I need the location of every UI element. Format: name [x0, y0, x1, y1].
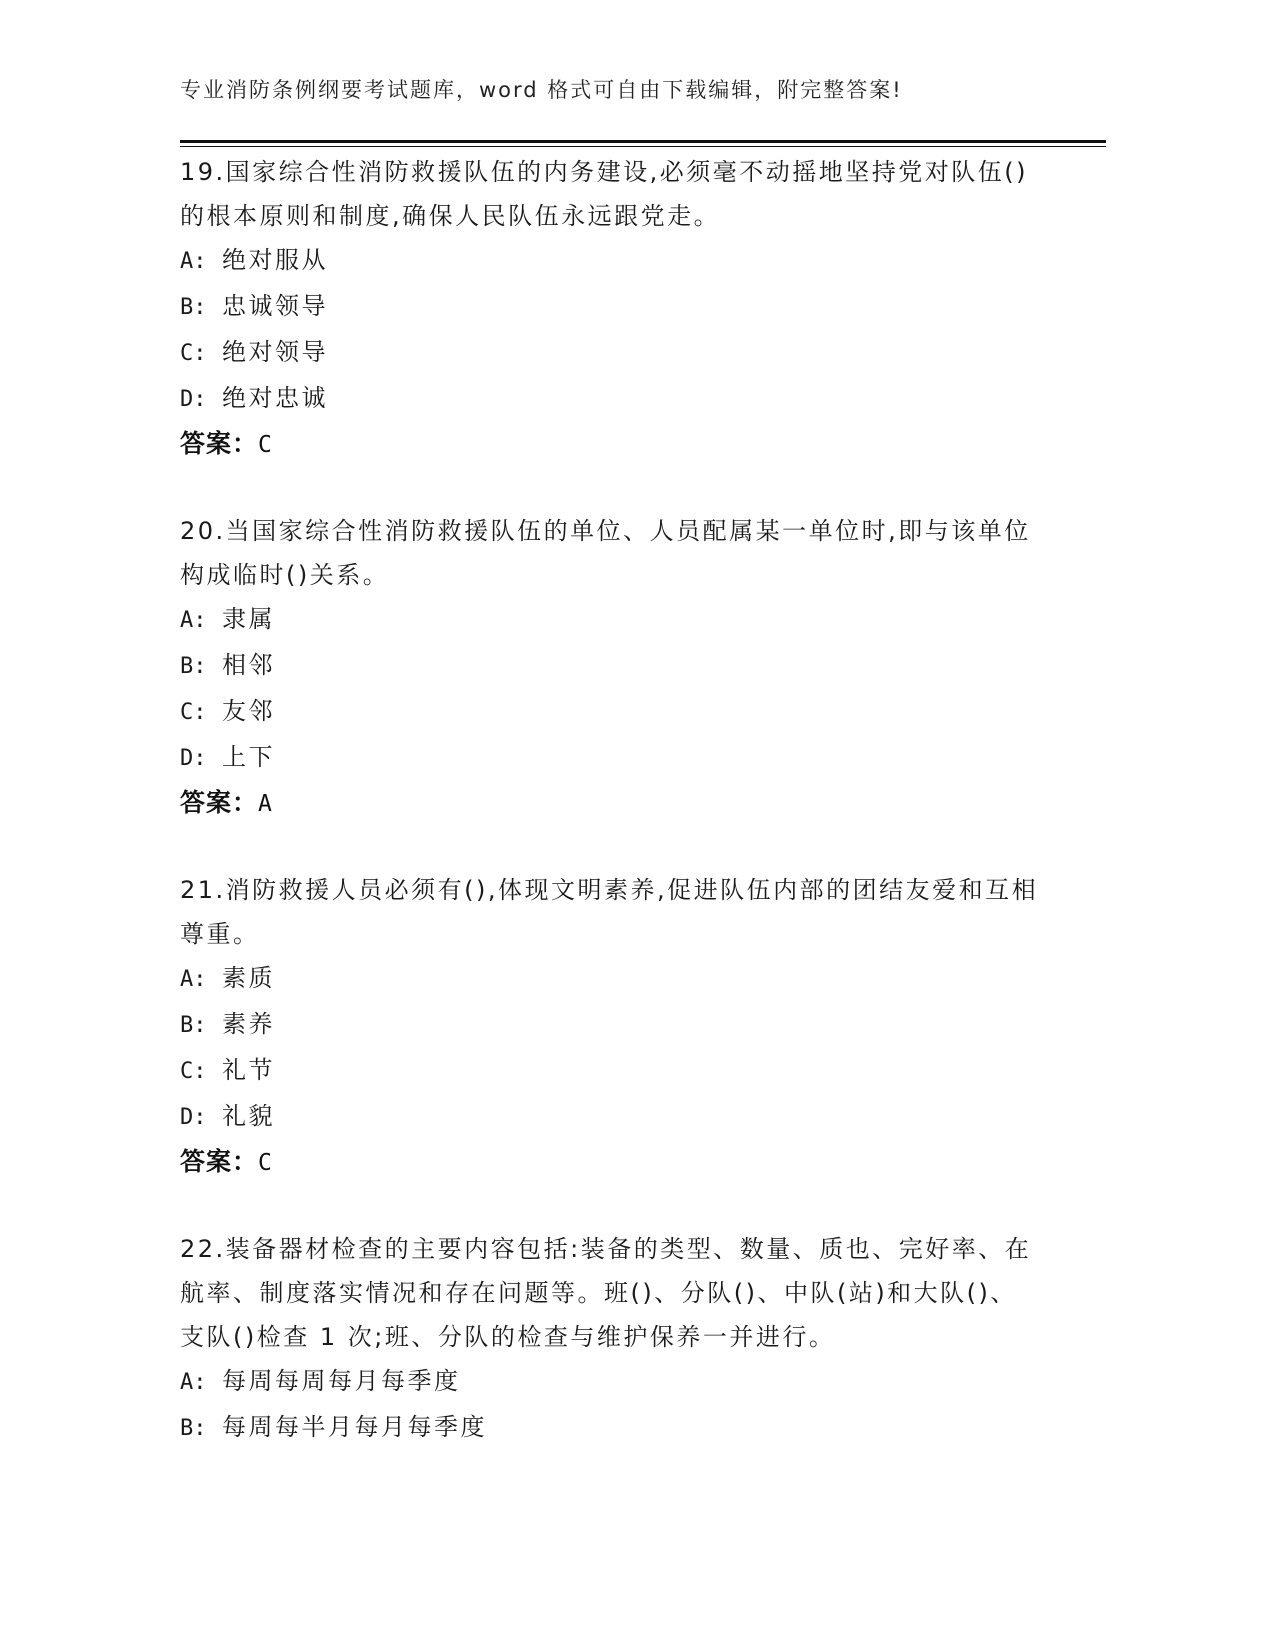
option-a — [180, 597, 1040, 643]
option-letter: B: — [180, 1416, 207, 1441]
answer-value: C — [258, 1150, 273, 1176]
option-letter: D: — [180, 387, 207, 412]
option-c — [180, 1048, 1040, 1094]
option-d — [180, 735, 1040, 781]
option-text: 绝对服从 — [222, 246, 328, 274]
option-text: 绝对领导 — [222, 338, 328, 366]
answer-line — [180, 422, 1040, 467]
option-b — [180, 1002, 1040, 1048]
header-rule-thin — [180, 146, 1106, 147]
option-letter: A: — [180, 249, 207, 274]
answer-line — [180, 781, 1040, 826]
option-b — [180, 284, 1040, 330]
option-letter: D: — [180, 1105, 207, 1130]
option-letter: A: — [180, 1370, 207, 1395]
question-19 — [180, 150, 1040, 467]
option-text: 友邻 — [222, 697, 275, 725]
option-text: 素质 — [222, 964, 275, 992]
question-list — [180, 150, 1040, 1451]
question-stem: 22.装备器材检查的主要内容包括:装备的类型、数量、质也、完好率、在航率、制度落实情况和存在问题等。班()、分队()、中队(站)和大队()、支队()检查 1 次;班、分队的检查与维护保养一并进行。 — [180, 1235, 1032, 1351]
option-d — [180, 376, 1040, 422]
question-stem: 21.消防救援人员必须有(),体现文明素养,促进队伍内部的团结友爱和互相尊重。 — [180, 876, 1039, 948]
option-text: 礼貌 — [222, 1102, 275, 1130]
option-letter: B: — [180, 1013, 207, 1038]
answer-label: 答案： — [180, 788, 259, 817]
option-text: 礼节 — [222, 1056, 275, 1084]
option-text: 上下 — [222, 743, 275, 771]
option-letter: A: — [180, 608, 207, 633]
option-letter: C: — [180, 700, 207, 725]
question-stem: 20.当国家综合性消防救援队伍的单位、人员配属某一单位时,即与该单位构成临时()关系。 — [180, 517, 1031, 589]
option-a — [180, 956, 1040, 1002]
option-text: 绝对忠诚 — [222, 384, 328, 412]
option-b — [180, 1405, 1040, 1451]
answer-value: A — [258, 791, 273, 817]
option-text: 相邻 — [222, 651, 275, 679]
option-c — [180, 330, 1040, 376]
answer-value: C — [258, 432, 273, 458]
question-21 — [180, 868, 1040, 1185]
header-rule — [180, 140, 1106, 143]
question-stem: 19.国家综合性消防救援队伍的内务建设,必须毫不动摇地坚持党对队伍()的根本原则和制度,确保人民队伍永远跟党走。 — [180, 158, 1029, 230]
option-c — [180, 689, 1040, 735]
option-text: 每周每半月每月每季度 — [222, 1413, 487, 1441]
question-spacer — [180, 826, 1040, 868]
option-a — [180, 1359, 1040, 1405]
answer-label: 答案： — [180, 1147, 259, 1176]
option-a — [180, 238, 1040, 284]
option-letter: D: — [180, 746, 207, 771]
option-d — [180, 1094, 1040, 1140]
question-spacer — [180, 1185, 1040, 1227]
page-header: 专业消防条例纲要考试题库，word 格式可自由下载编辑，附完整答案! — [180, 78, 903, 102]
answer-line — [180, 1140, 1040, 1185]
option-letter: C: — [180, 1059, 207, 1084]
option-letter: A: — [180, 967, 207, 992]
option-text: 每周每周每月每季度 — [222, 1367, 461, 1395]
option-letter: B: — [180, 654, 207, 679]
option-text: 忠诚领导 — [222, 292, 328, 320]
question-20 — [180, 509, 1040, 826]
option-letter: B: — [180, 295, 207, 320]
option-text: 隶属 — [222, 605, 275, 633]
answer-label: 答案： — [180, 429, 259, 458]
option-b — [180, 643, 1040, 689]
option-text: 素养 — [222, 1010, 275, 1038]
option-letter: C: — [180, 341, 207, 366]
question-22 — [180, 1227, 1040, 1451]
question-spacer — [180, 467, 1040, 509]
